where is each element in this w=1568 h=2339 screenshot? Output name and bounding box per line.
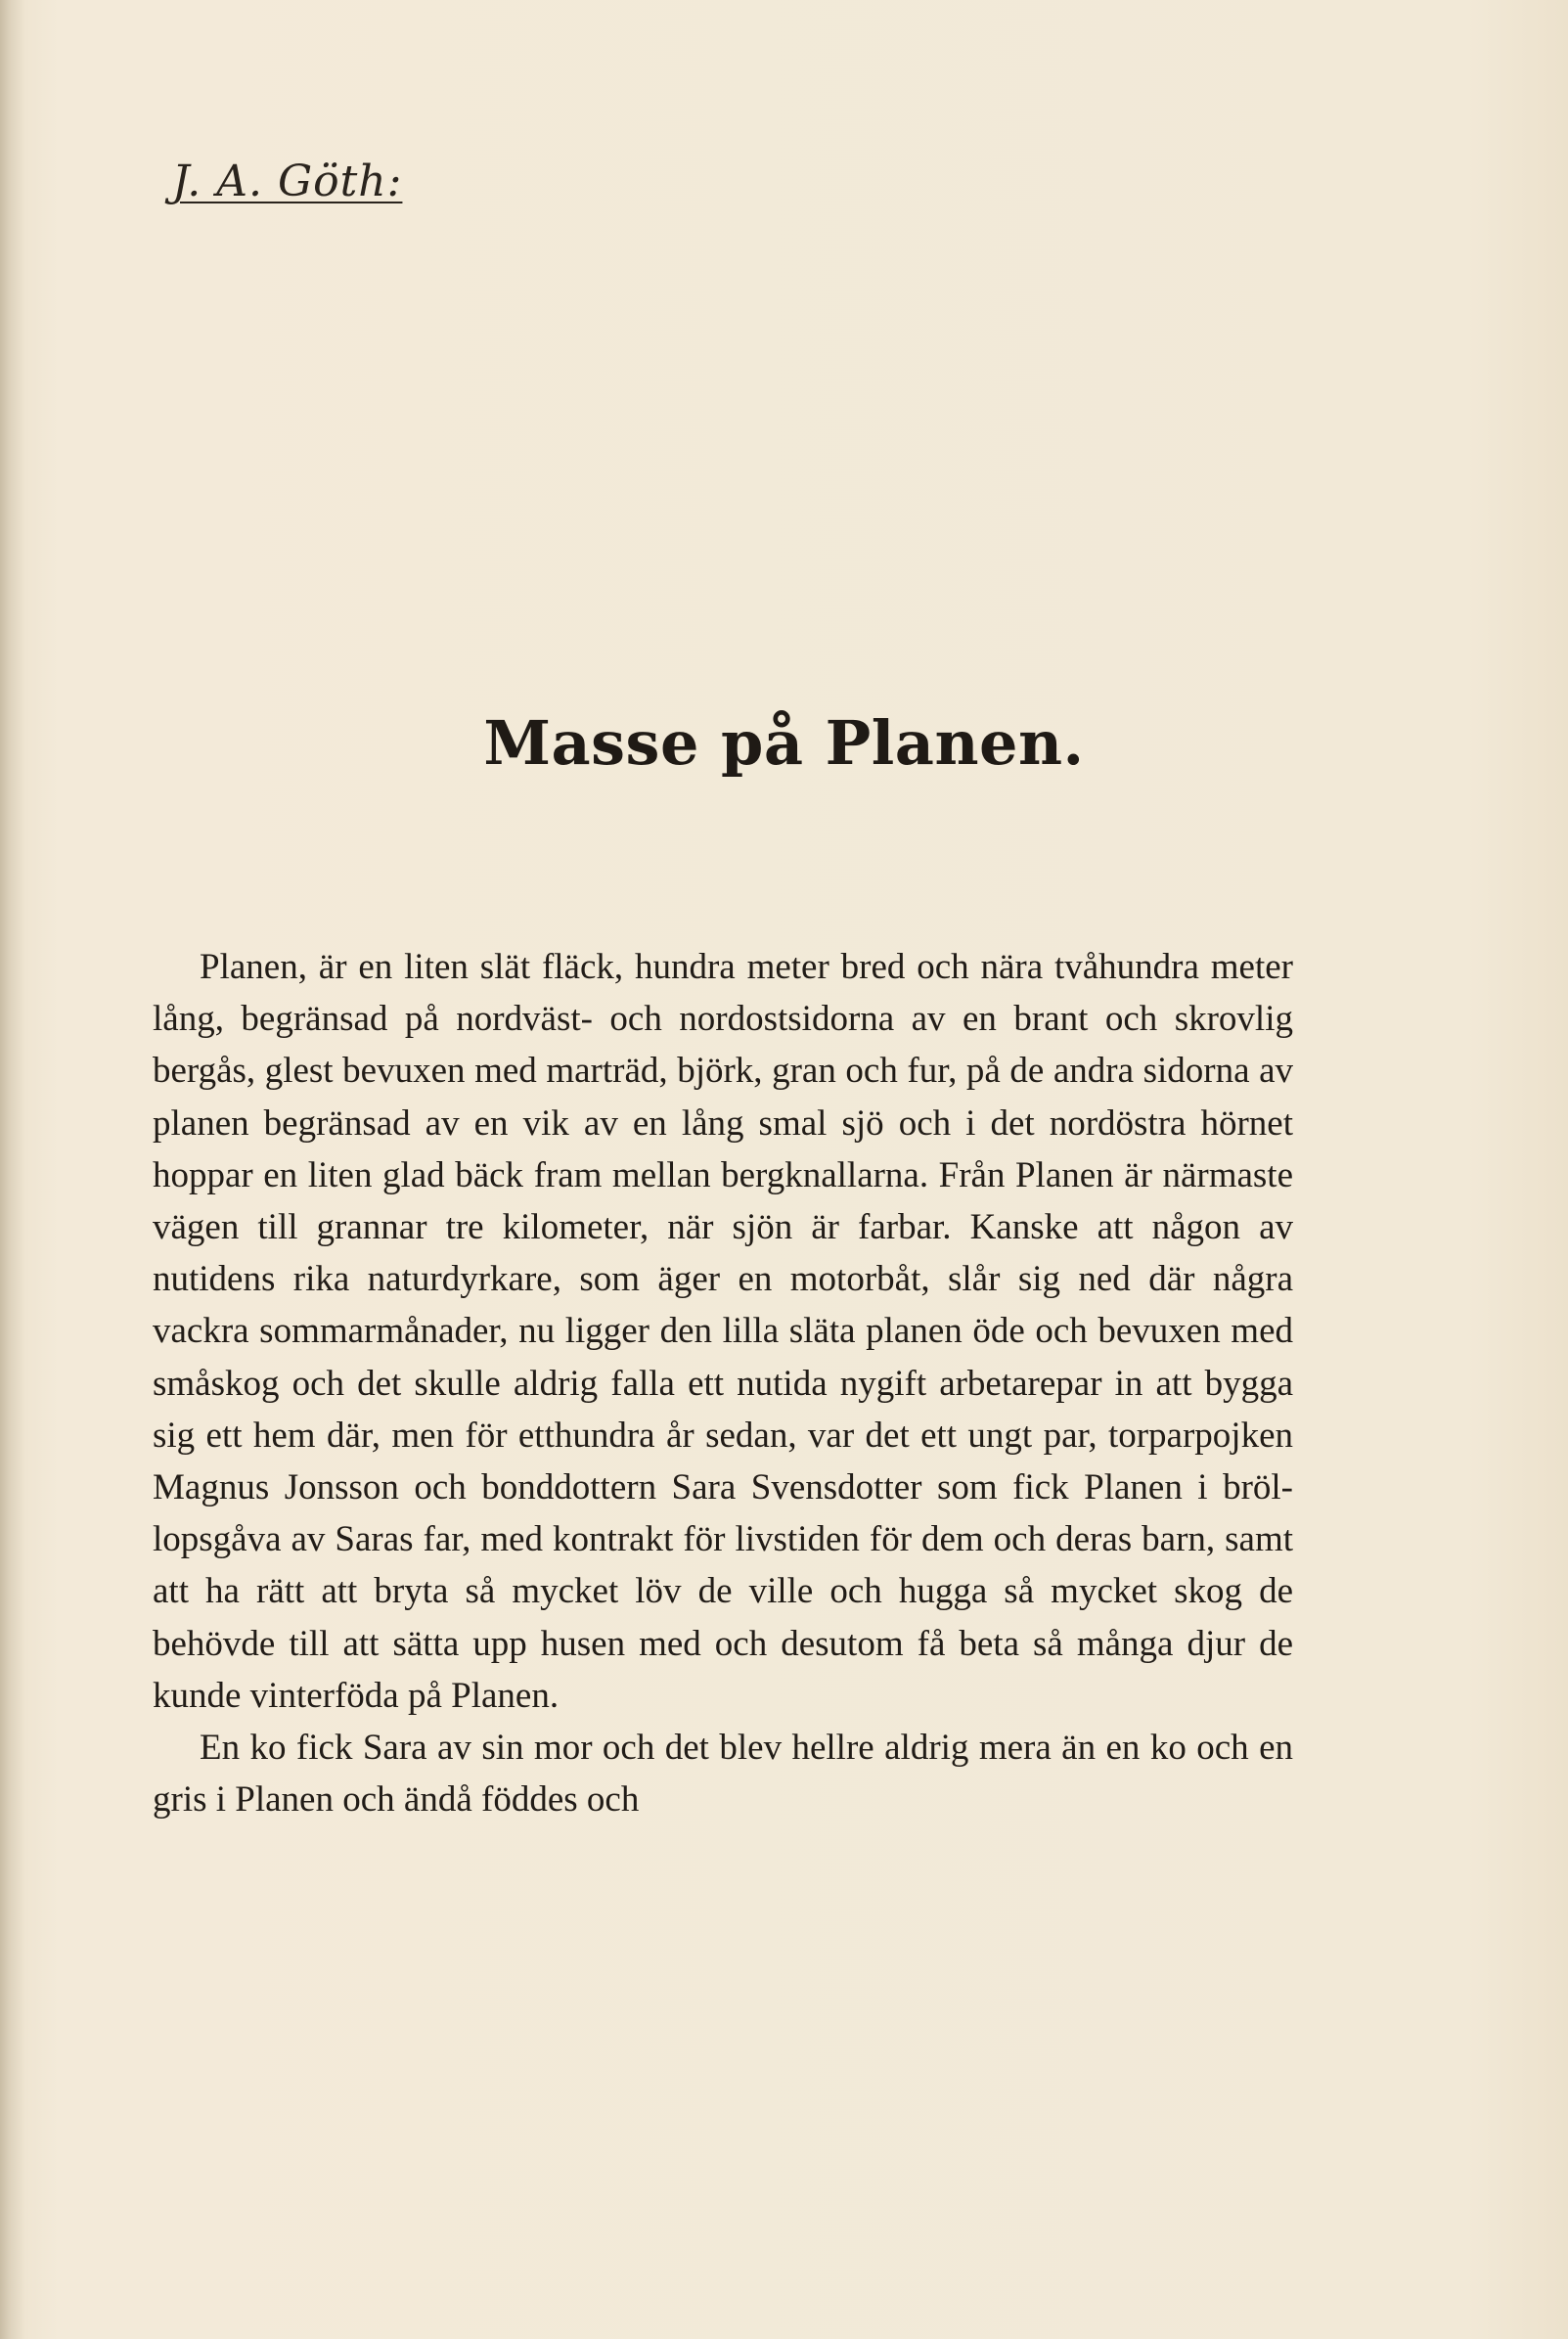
chapter-title: Masse på Planen. <box>483 707 1085 779</box>
paragraph: En ko fick Sara av sin mor och det blev hellre aldrig mera än en ko och en gris i Planen och ändå föddes och <box>153 1728 1293 1821</box>
author-heading: J. A. Göth: <box>172 157 403 206</box>
body-text <box>153 941 1293 1825</box>
paragraph: Planen, är en liten slät fläck, hundra meter bred och nära tvåhundra meter lång, begränsad på nordväst- och nordostsidorna av en brant och skrovlig bergås, glest bevuxen med marträd, björk, gran och fur, på de andra sidorna av planen begränsad av en vik av en lång smal sjö och i det nordöstra hörnet hoppar en liten glad bäck fram mellan bergknallarna. Från Planen är närmaste vägen till grannar tre kilometer, när sjön är farbar. Kanske att någon av nutidens rika naturdyrkare, som äger en motorbåt, slår sig ned där några vackra sommarmånader, nu ligger den lilla släta planen öde och bevuxen med småskog och det skulle aldrig falla ett nutida nygift arbetarepar in att bygga sig ett hem där, men för etthundra år sedan, var det ett ungt par, torparpojken Magnus Jonsson och bonddottern Sara Svensdotter som fick Planen i bröllopsgåva av Saras far, med kontrakt för livstiden för dem och deras barn, samt att ha rätt att bryta så mycket löv de ville och hugga så mycket skog de behövde till att sätta upp husen med och desutom få beta så många djur de kunde vinterföda på Planen. <box>153 947 1293 1716</box>
